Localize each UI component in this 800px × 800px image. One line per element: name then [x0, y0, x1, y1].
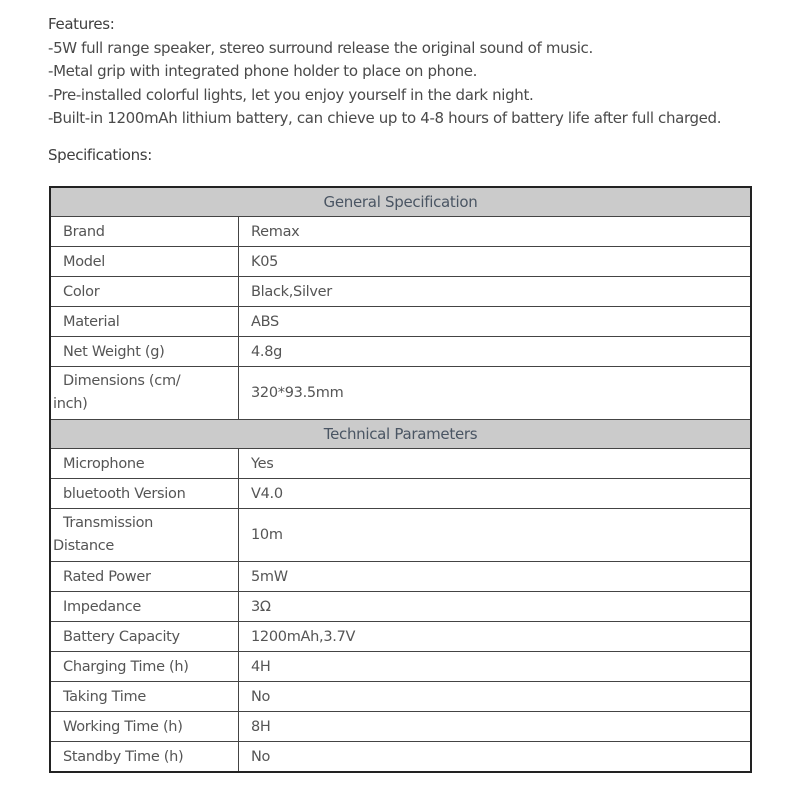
spec-key: Net Weight (g): [50, 337, 239, 367]
spec-value: No: [239, 682, 752, 712]
features-section: [48, 13, 788, 131]
table-row: [50, 682, 751, 712]
section-header-technical: [50, 420, 751, 449]
table-row: [50, 592, 751, 622]
spec-key: bluetooth Version: [50, 479, 239, 509]
feature-item: -Metal grip with integrated phone holder to place on phone.: [48, 62, 478, 80]
table-row: [50, 509, 751, 562]
feature-item: -5W full range speaker, stereo surround release the original sound of music.: [48, 38, 593, 57]
spec-key: Impedance: [50, 592, 239, 622]
spec-value: 4H: [239, 652, 752, 682]
spec-key: Working Time (h): [50, 712, 239, 742]
spec-value: V4.0: [239, 479, 752, 509]
spec-value: K05: [239, 247, 752, 277]
feature-item: -Built-in 1200mAh lithium battery, can chieve up to 4-8 hours of battery life after full charged.: [48, 109, 722, 127]
spec-value: No: [239, 742, 752, 773]
table-row: [50, 247, 751, 277]
spec-value: Remax: [239, 217, 752, 247]
table-row: [50, 367, 751, 420]
spec-key: Charging Time (h): [50, 652, 239, 682]
table-row: [50, 217, 751, 247]
spec-key-line: inch): [53, 396, 88, 412]
section-title: Technical Parameters: [50, 420, 751, 449]
table-row: [50, 652, 751, 682]
spec-value: 4.8g: [239, 337, 752, 367]
spec-key: Taking Time: [50, 682, 239, 712]
spec-key: [50, 367, 239, 420]
spec-value: Yes: [239, 449, 752, 479]
spec-value: 1200mAh,3.7V: [239, 622, 752, 652]
feature-item: -Pre-installed colorful lights, let you enjoy yourself in the dark night.: [48, 85, 534, 104]
spec-value: 8H: [239, 712, 752, 742]
spec-key: Brand: [50, 217, 239, 247]
table-row: [50, 562, 751, 592]
specifications-table: [49, 186, 752, 773]
table-row: [50, 337, 751, 367]
spec-key: [50, 509, 239, 562]
spec-value: ABS: [239, 307, 752, 337]
spec-value: 10m: [239, 509, 752, 562]
table-row: [50, 712, 751, 742]
specifications-heading: Specifications:: [48, 146, 152, 164]
spec-key: Color: [50, 277, 239, 307]
spec-key: Standby Time (h): [50, 742, 239, 773]
spec-key: Battery Capacity: [50, 622, 239, 652]
spec-value: 3Ω: [239, 592, 752, 622]
spec-key-line: Distance: [53, 538, 115, 554]
spec-key: Microphone: [50, 449, 239, 479]
section-title: General Specification: [50, 187, 751, 217]
spec-value: 5mW: [239, 562, 752, 592]
spec-value: Black,Silver: [239, 277, 752, 307]
spec-key-line: Dimensions (cm/: [63, 373, 181, 389]
spec-key: Rated Power: [50, 562, 239, 592]
table-row: [50, 277, 751, 307]
features-heading: Features:: [48, 15, 115, 33]
table-row: [50, 742, 751, 773]
spec-key-line: Transmission: [63, 515, 154, 531]
spec-value: 320*93.5mm: [239, 367, 752, 420]
table-row: [50, 622, 751, 652]
table-row: [50, 479, 751, 509]
section-header-general: [50, 187, 751, 217]
spec-key: Material: [50, 307, 239, 337]
table-row: [50, 307, 751, 337]
spec-key: Model: [50, 247, 239, 277]
table-row: [50, 449, 751, 479]
